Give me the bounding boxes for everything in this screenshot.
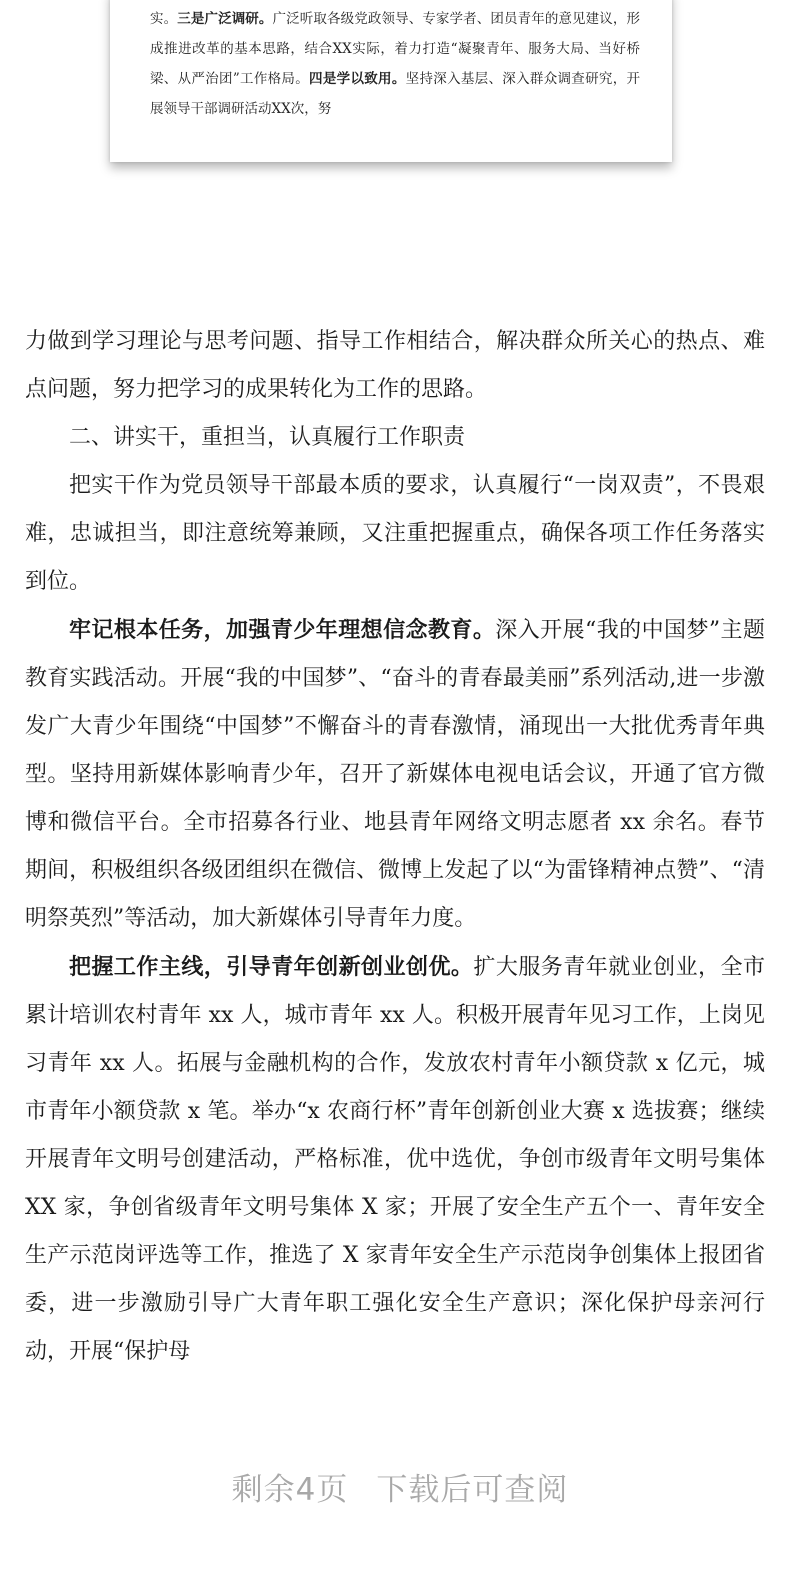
paragraph-4 [25, 943, 765, 1376]
section-heading: 二、讲实干，重担当，认真履行工作职责 [69, 425, 466, 450]
preview-excerpt [150, 4, 640, 124]
paragraph-4-lead: 把握工作主线，引导青年创新创业创优。 [69, 954, 474, 980]
remaining-pages-label[interactable]: 剩余4页 [231, 1472, 349, 1508]
paragraph-2: 把实干作为党员领导干部最本质的要求，认真履行“一岗双责”，不畏艰难，忠诚担当，即注意统筹兼顾，又注重把握重点，确保各项工作任务落实到位。 [25, 473, 765, 594]
paragraph-3 [25, 606, 765, 943]
preview-bold-2: 四是学以致用。 [309, 71, 406, 87]
download-prompt[interactable] [0, 1464, 800, 1509]
preview-bold-1: 三是广泛调研。 [177, 11, 273, 27]
download-to-view-label[interactable]: 下载后可查阅 [376, 1472, 569, 1508]
paragraph-4-text: 扩大服务青年就业创业，全市累计培训农村青年 xx 人，城市青年 xx 人。积极开展青年见习工作，上岗见习青年 xx 人。拓展与金融机构的合作，发放农村青年小额贷款 x 亿元，城市青年小额贷款 x 笔。举办“x 农商行杯”青年创新创业大赛 x 选拔赛；继续开展青年文明号创建活动，严格标准，优中选优，争创市级青年文明号集体 XX 家，争创省级青年文明号集体 X 家；开展了安全生产五个一、青年安全生产示范岗评选等工作，推选了 X 家青年安全生产示范岗争创集体上报团省委，进一步激励引导广大青年职工强化安全生产意识；深化保护母亲河行动，开展“保护母 [25, 955, 765, 1364]
document-body [25, 318, 765, 1376]
preview-text-3: 坚持深入基层、深入群众调查研究，开展领导干部调研活动XX次，努 [150, 71, 641, 117]
preview-text-2: 广泛听取各级党政领导、专家学者、团员青年的意见建议，形成推进改革的基本思路，结合XX实际，着力打造“凝聚青年、服务大局、当好桥梁、从严治团”工作格局。 [150, 11, 641, 87]
paragraph-3-lead: 牢记根本任务，加强青少年理想信念教育。 [69, 617, 496, 643]
paragraph-1: 力做到学习理论与思考问题、指导工作相结合，解决群众所关心的热点、难点问题，努力把学习的成果转化为工作的思路。 [25, 329, 765, 402]
paragraph-3-text: 深入开展“我的中国梦”主题教育实践活动。开展“我的中国梦”、“奋斗的青春最美丽”系列活动,进一步激发广大青少年围绕“中国梦”不懈奋斗的青春激情，涌现出一大批优秀青年典型。坚持用新媒体影响青少年，召开了新媒体电视电话会议，开通了官方微博和微信平台。全市招募各行业、地县青年网络文明志愿者 xx 余名。春节期间，积极组织各级团组织在微信、微博上发起了以“为雷锋精神点赞”、“清明祭英烈”等活动，加大新媒体引导青年力度。 [25, 618, 765, 931]
preview-text-1: 实。 [150, 11, 178, 27]
